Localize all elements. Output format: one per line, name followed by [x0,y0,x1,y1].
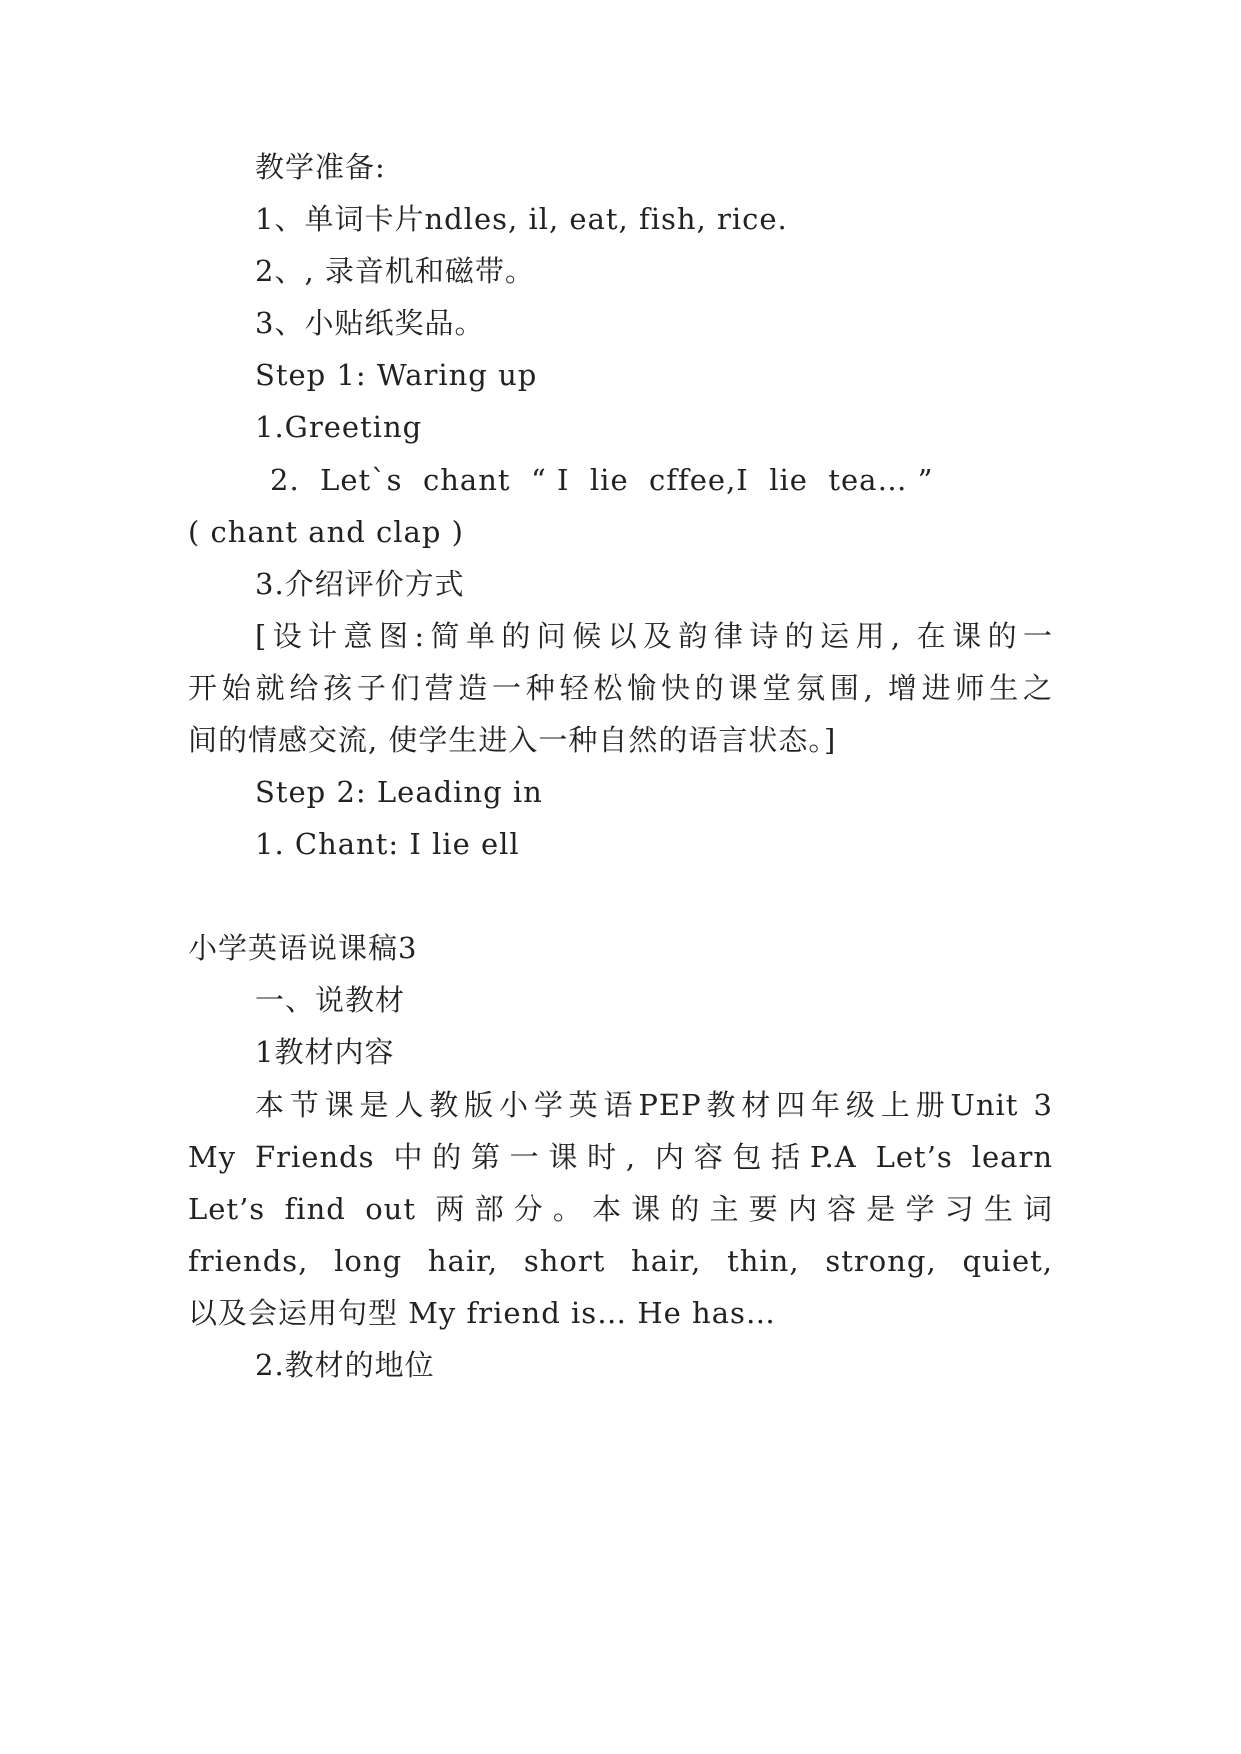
subheading-textbook-status: 2.教材的地位 [255,1348,435,1382]
design-intent-line-3: 间的情感交流, 使学生进入一种自然的语言状态。] [188,723,837,757]
design-intent-line-2: 开始就给孩子们营造一种轻松愉快的课堂氛围, 增进师生之 [188,671,1053,705]
step-2-heading: Step 2: Leading in [255,775,543,809]
content-paragraph-line-1: 本节课是人教版小学英语PEP教材四年级上册Unit 3 [255,1088,1053,1122]
content-paragraph-line-3: Let’s find out 两部分。本课的主要内容是学习生词 [188,1192,1053,1226]
heading-teaching-preparation: 教学准备: [255,150,386,184]
section-heading-textbook: 一、说教材 [255,983,406,1017]
step-1-item-1: 1.Greeting [255,410,423,444]
design-intent-line-1: [设计意图:简单的问候以及韵律诗的运用, 在课的一 [255,619,1053,653]
prep-item-2: 2、, 录音机和磁带。 [255,254,535,288]
prep-item-3: 3、小贴纸奖品。 [255,306,485,340]
section-title: 小学英语说课稿3 [188,931,418,965]
step-1-heading: Step 1: Waring up [255,358,538,392]
prep-item-1: 1、单词卡片ndles, il, eat, fish, rice. [255,202,788,236]
subheading-textbook-content: 1教材内容 [255,1035,395,1069]
content-paragraph-line-2: My Friends 中的第一课时, 内容包括P.A Let’s learn [188,1140,1053,1174]
step-1-item-2-continued: ( chant and clap ) [188,515,464,549]
content-paragraph-line-4: friends, long hair, short hair, thin, strong, quiet, [188,1244,1053,1278]
content-paragraph-line-5: 以及会运用句型 My friend is… He has… [188,1296,776,1330]
step-1-item-2: 2. Let`s chant “ I lie cffee,I lie tea… ” [270,463,934,497]
step-1-item-3: 3.介绍评价方式 [255,567,465,601]
step-2-item-1: 1. Chant: I lie ell [255,827,520,861]
